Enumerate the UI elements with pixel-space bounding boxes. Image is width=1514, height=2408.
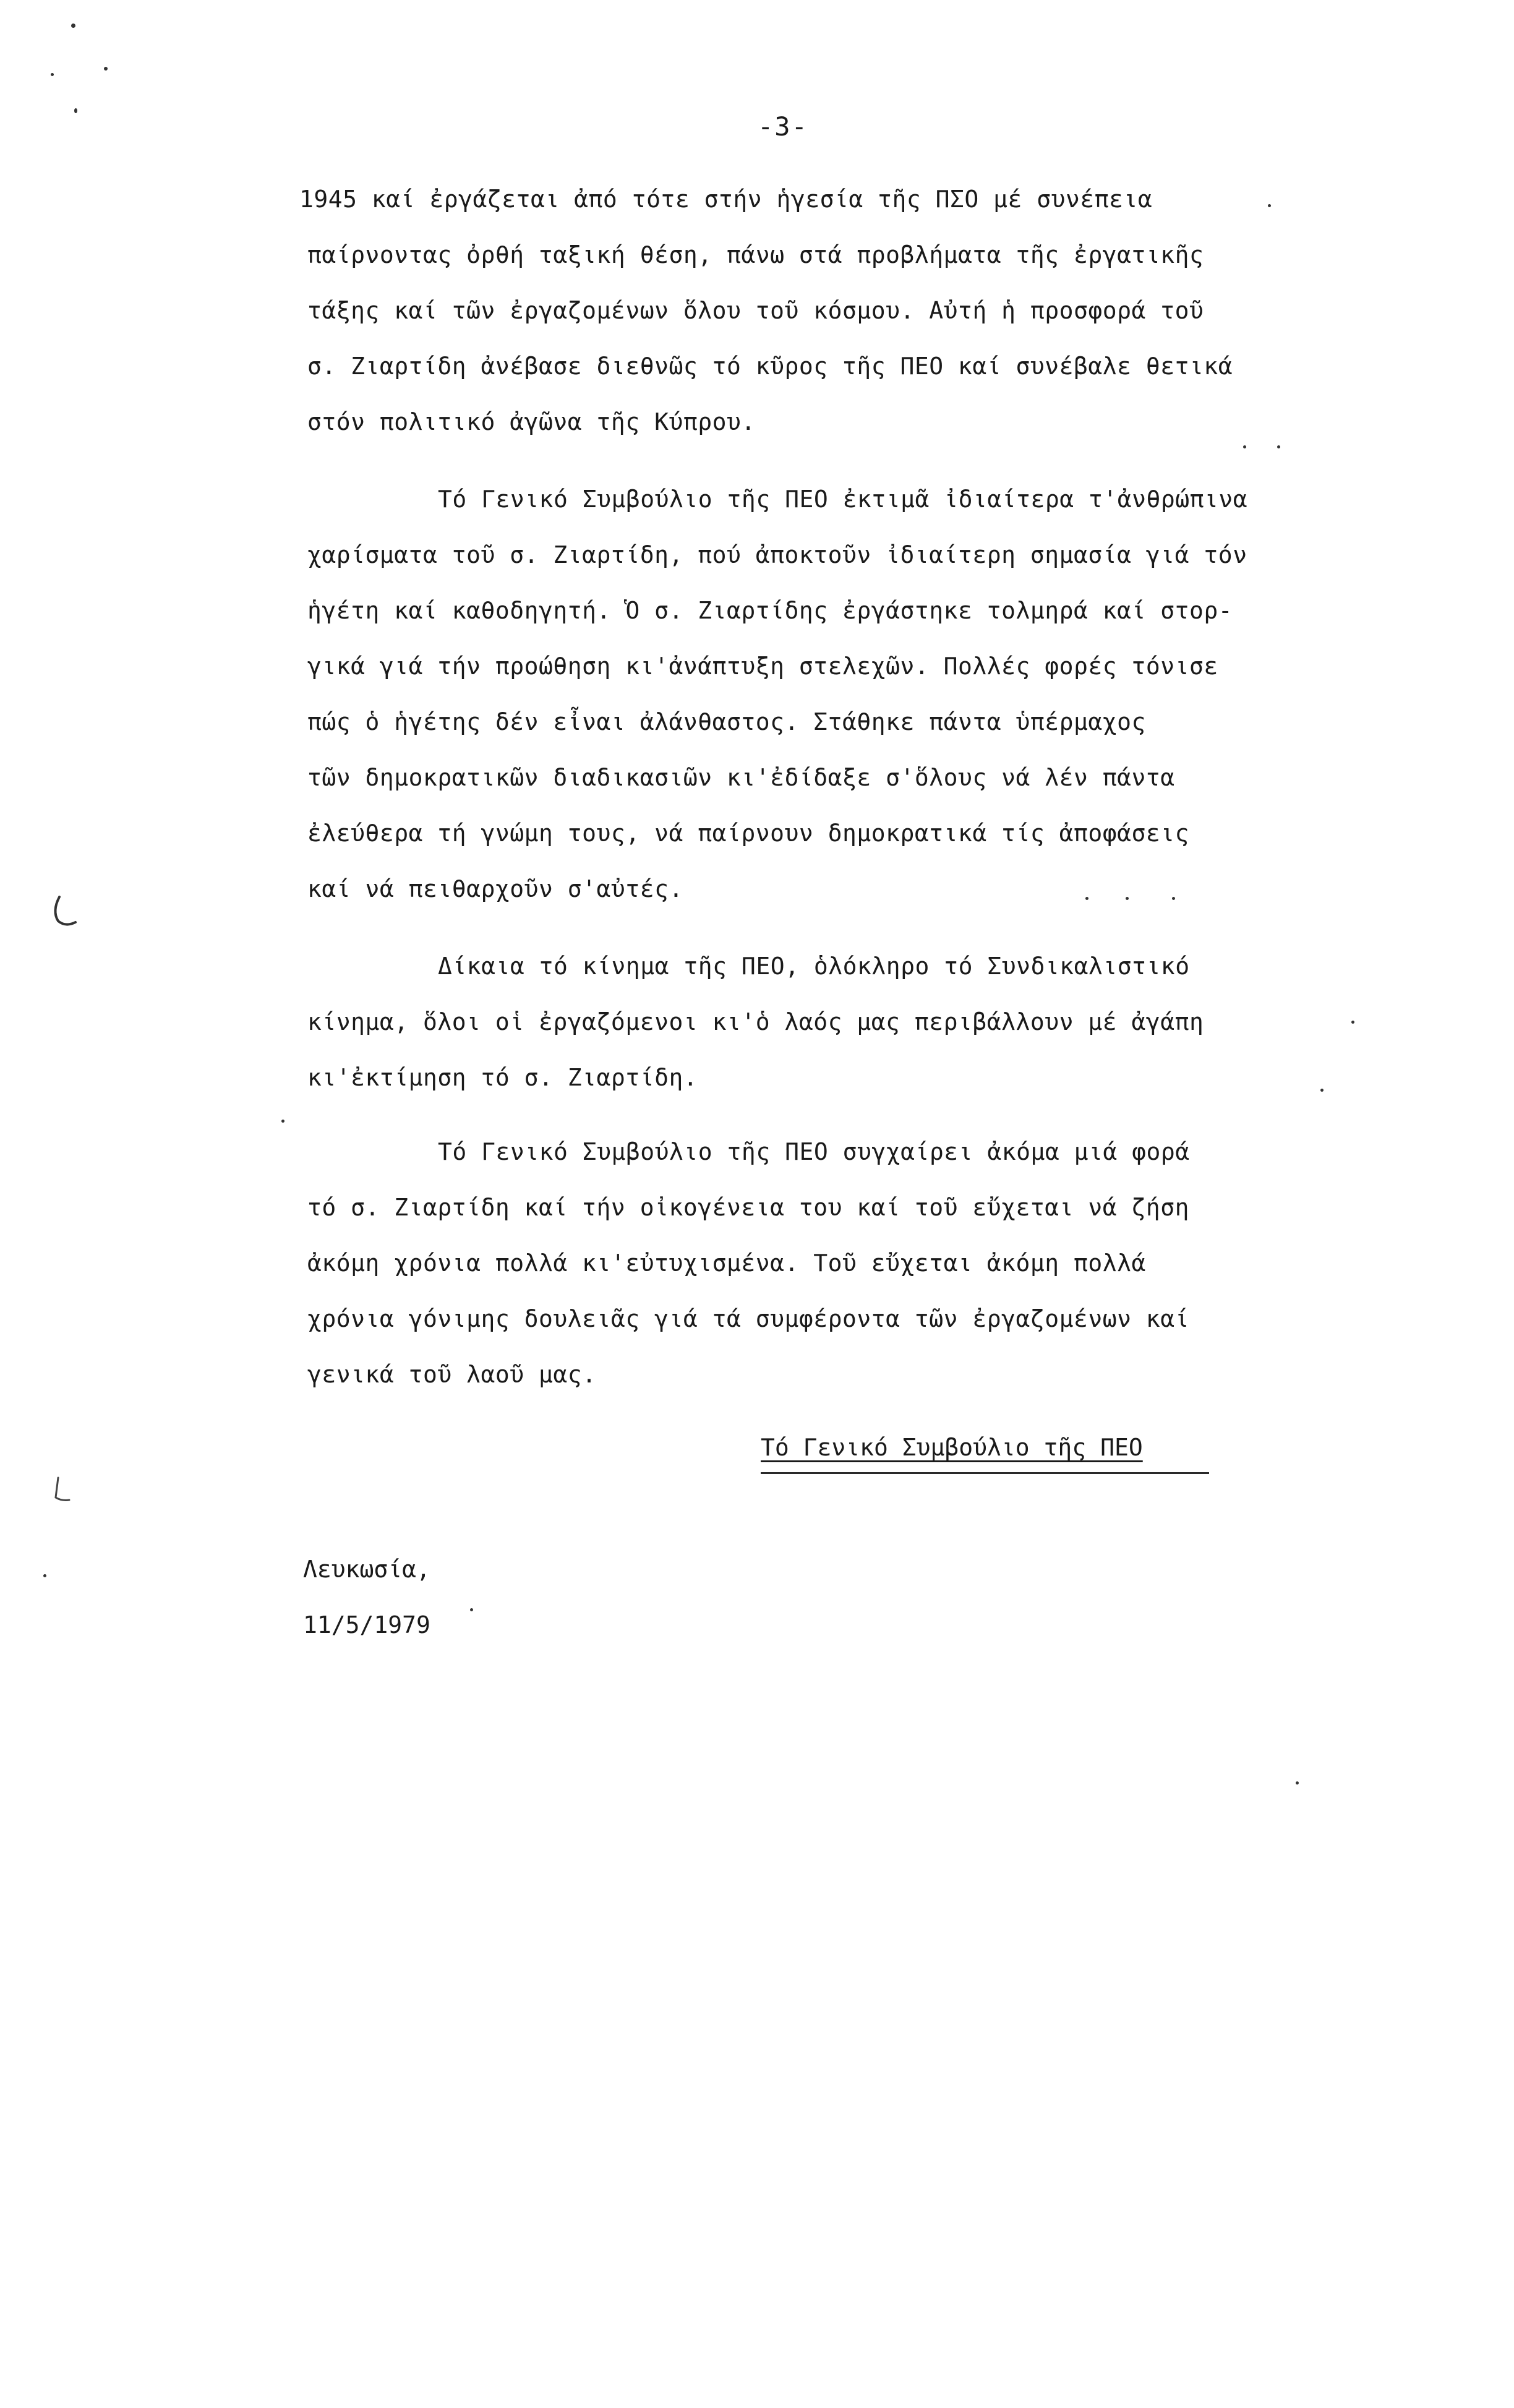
paragraph-4-line-3: ἀκόμη χρόνια πολλά κι'εὐτυχισμένα. Τοῦ εὔχεται ἀκόμη πολλά bbox=[307, 1249, 1146, 1277]
speck-mark bbox=[1085, 897, 1088, 900]
paragraph-2-line-8: καί νά πειθαρχοῦν σ'αὐτές. bbox=[307, 875, 683, 902]
paragraph-2-line-4: γικά γιά τήν προώθηση κι'ἀνάπτυξη στελεχῶν. Πολλές φορές τόνισε bbox=[307, 653, 1218, 680]
speck-mark bbox=[1268, 204, 1271, 207]
paragraph-4-line-2: τό σ. Ζιαρτίδη καί τήν οἰκογένεια του καί τοῦ εὔχεται νά ζήση bbox=[307, 1194, 1190, 1221]
margin-hand-mark bbox=[49, 1475, 80, 1506]
date: 11/5/1979 bbox=[303, 1611, 430, 1639]
speck-mark bbox=[1126, 897, 1129, 900]
paragraph-4-line-1: Τό Γενικό Συμβούλιο τῆς ΠΕΟ συγχαίρει ἀκόμα μιά φορά bbox=[438, 1138, 1190, 1165]
signature-line: Τό Γενικό Συμβούλιο τῆς ΠΕΟ bbox=[761, 1434, 1143, 1461]
paragraph-3-line-1: Δίκαια τό κίνημα τῆς ΠΕΟ, ὁλόκληρο τό Συνδικαλιστικό bbox=[438, 953, 1190, 980]
paragraph-2-line-1: Τό Γενικό Συμβούλιο τῆς ΠΕΟ ἐκτιμᾶ ἰδιαίτερα τ'ἀνθρώπινα bbox=[438, 486, 1248, 513]
speck-mark bbox=[470, 1608, 473, 1611]
paragraph-3-line-3: κι'ἐκτίμηση τό σ. Ζιαρτίδη. bbox=[307, 1064, 698, 1091]
paragraph-1-line-1: 1945 καί ἐργάζεται ἀπό τότε στήν ἡγεσία τῆς ΠΣΟ μέ συνέπεια bbox=[299, 186, 1153, 213]
speck-mark bbox=[1320, 1089, 1324, 1092]
paragraph-2-line-2: χαρίσματα τοῦ σ. Ζιαρτίδη, πού ἀποκτοῦν ἰδιαίτερη σημασία γιά τόν bbox=[307, 541, 1247, 568]
speck-mark bbox=[104, 67, 108, 71]
paragraph-1-line-5: στόν πολιτικό ἀγῶνα τῆς Κύπρου. bbox=[307, 408, 756, 435]
page-number: -3- bbox=[758, 111, 808, 142]
paragraph-1-line-3: τάξης καί τῶν ἐργαζομένων ὅλου τοῦ κόσμου. Αὐτή ἡ προσφορά τοῦ bbox=[307, 297, 1204, 324]
paragraph-1-line-4: σ. Ζιαρτίδη ἀνέβασε διεθνῶς τό κῦρος τῆς ΠΕΟ καί συνέβαλε θετικά bbox=[307, 353, 1233, 380]
speck-mark bbox=[71, 24, 75, 28]
signature-underline bbox=[761, 1472, 1209, 1474]
speck-mark bbox=[1296, 1781, 1299, 1785]
speck-mark bbox=[1351, 1021, 1354, 1024]
speck-mark bbox=[281, 1120, 284, 1123]
paragraph-2-line-6: τῶν δημοκρατικῶν διαδικασιῶν κι'ἐδίδαξε σ'ὅλους νά λέν πάντα bbox=[307, 764, 1175, 791]
paragraph-2-line-3: ἡγέτη καί καθοδηγητή. Ὁ σ. Ζιαρτίδης ἐργάστηκε τολμηρά καί στορ- bbox=[307, 597, 1233, 624]
paragraph-2-line-5: πώς ὁ ἡγέτης δέν εἶναι ἀλάνθαστος. Στάθηκε πάντα ὑπέρμαχος bbox=[307, 708, 1146, 735]
speck-mark bbox=[1243, 445, 1246, 448]
paragraph-2-line-7: ἐλεύθερα τή γνώμη τους, νά παίρνουν δημοκρατικά τίς ἀποφάσεις bbox=[307, 820, 1190, 847]
speck-mark bbox=[43, 1574, 46, 1577]
speck-mark bbox=[74, 108, 77, 113]
paragraph-4-line-5: γενικά τοῦ λαοῦ μας. bbox=[307, 1361, 597, 1388]
paragraph-4-line-4: χρόνια γόνιμης δουλειᾶς γιά τά συμφέροντα τῶν ἐργαζομένων καί bbox=[307, 1305, 1190, 1332]
margin-hand-mark bbox=[48, 894, 85, 931]
speck-mark bbox=[1172, 897, 1175, 900]
speck-mark bbox=[1277, 445, 1280, 448]
place: Λευκωσία, bbox=[303, 1556, 430, 1583]
paragraph-3-line-2: κίνημα, ὅλοι οἱ ἐργαζόμενοι κι'ὁ λαός μας περιβάλλουν μέ ἀγάπη bbox=[307, 1008, 1204, 1035]
paragraph-1-line-2: παίρνοντας ὀρθή ταξική θέση, πάνω στά προβλήματα τῆς ἐργατικῆς bbox=[307, 241, 1204, 268]
speck-mark bbox=[51, 73, 54, 76]
